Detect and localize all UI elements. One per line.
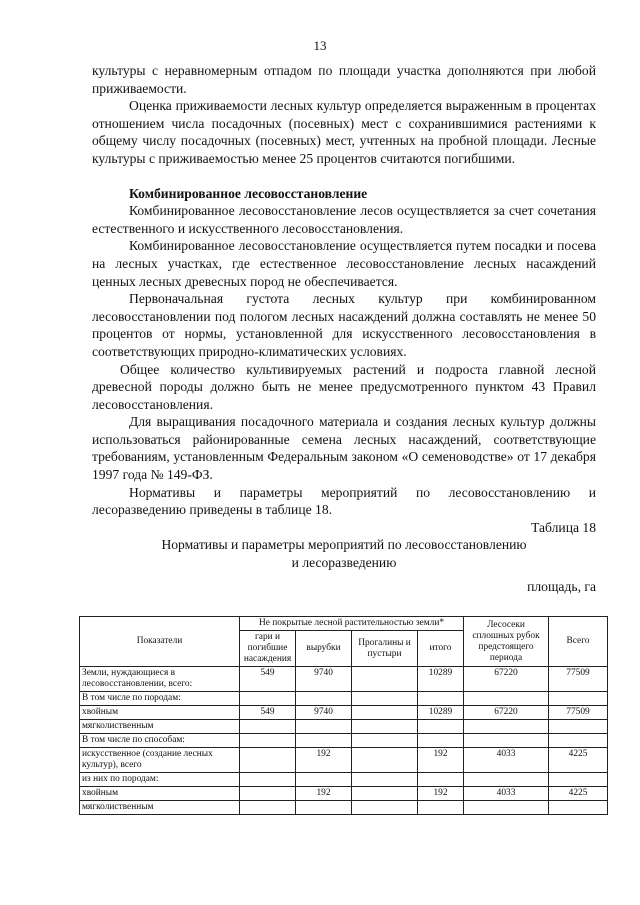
cell-cutting — [464, 692, 549, 706]
cell-cutting — [464, 734, 549, 748]
header-glades: Прогалины и пустыри — [352, 631, 418, 667]
cell-label: Земли, нуждающиеся в лесовосстановлении, всего: — [80, 667, 240, 692]
cell-total: 4225 — [549, 748, 608, 773]
cell-total_sub — [418, 801, 464, 815]
table-unit: площадь, га — [527, 578, 596, 594]
cell-total — [549, 801, 608, 815]
cell-label: хвойным — [80, 787, 240, 801]
paragraph-2: Оценка приживаемости лесных культур определяется выраженным в процентах отношением числа посадочных (посевных) мест с сохранившимися растениями к общему числу посадочных (посевных) мест, учтенных на пробной площади. Лесные культуры с приживаемостью менее 25 процентов считаются погибшими. — [92, 98, 596, 166]
cell-burnt — [240, 773, 296, 787]
cell-total_sub — [418, 773, 464, 787]
cell-cutting — [464, 720, 549, 734]
table-row — [80, 667, 608, 692]
cell-glades — [352, 734, 418, 748]
cell-glades — [352, 667, 418, 692]
spacer — [92, 168, 596, 185]
cell-glades — [352, 773, 418, 787]
table-row — [80, 734, 608, 748]
cell-clearings: 192 — [296, 787, 352, 801]
header-total-sub: итого — [418, 631, 464, 667]
table-row — [80, 748, 608, 773]
cell-burnt — [240, 787, 296, 801]
norms-table — [79, 616, 608, 815]
cell-total — [549, 773, 608, 787]
cell-burnt — [240, 734, 296, 748]
cell-cutting: 4033 — [464, 787, 549, 801]
paragraph-1: культуры с неравномерным отпадом по площади участка дополняются при любой приживаемости. — [92, 63, 596, 96]
table-title-line1: Нормативы и параметры мероприятий по лесовосстановлению — [161, 537, 527, 553]
cell-total — [549, 720, 608, 734]
cell-glades — [352, 801, 418, 815]
cell-clearings — [296, 692, 352, 706]
cell-total_sub — [418, 734, 464, 748]
paragraph-3: Комбинированное лесовосстановление лесов осуществляется за счет сочетания естественного и искусственного лесовосстановления. — [92, 203, 596, 236]
cell-clearings: 9740 — [296, 667, 352, 692]
cell-total: 4225 — [549, 787, 608, 801]
paragraph-8: Нормативы и параметры мероприятий по лесовосстановлению и лесоразведению приведены в таблице 18. — [92, 484, 596, 518]
cell-total: 77509 — [549, 706, 608, 720]
cell-glades — [352, 692, 418, 706]
table-row — [80, 720, 608, 734]
paragraph-6: Общее количество культивируемых растений и подроста главной лесной древесной породы должно быть не менее предусмотренного пунктом 43 Правил лесовосстановления. — [92, 361, 596, 412]
cell-clearings: 192 — [296, 748, 352, 773]
cell-label: хвойным — [80, 706, 240, 720]
paragraph-5: Первоначальная густота лесных культур при комбинированном лесовосстановлении под пологом лесных насаждений должна составлять не менее 50 процентов от нормы, установленной для искусственного лесовосстановления в соответствующих природно-климатических условиях. — [92, 291, 596, 359]
cell-glades — [352, 720, 418, 734]
cell-glades — [352, 787, 418, 801]
cell-label: искусственное (создание лесных культур), всего — [80, 748, 240, 773]
cell-total_sub — [418, 692, 464, 706]
cell-cutting: 67220 — [464, 706, 549, 720]
cell-glades — [352, 748, 418, 773]
cell-label: мягколиственным — [80, 801, 240, 815]
cell-clearings — [296, 801, 352, 815]
section-heading: Комбинированное лесовосстановление — [129, 185, 368, 201]
cell-clearings — [296, 720, 352, 734]
page-number: 13 — [313, 38, 327, 53]
cell-clearings: 9740 — [296, 706, 352, 720]
cell-total_sub: 10289 — [418, 706, 464, 720]
cell-label: В том числе по способам: — [80, 734, 240, 748]
table-row — [80, 787, 608, 801]
cell-burnt — [240, 720, 296, 734]
cell-total_sub: 10289 — [418, 667, 464, 692]
cell-label: мягколиственным — [80, 720, 240, 734]
cell-total_sub: 192 — [418, 787, 464, 801]
body-text — [92, 62, 596, 595]
cell-burnt: 549 — [240, 667, 296, 692]
cell-cutting — [464, 773, 549, 787]
cell-clearings — [296, 773, 352, 787]
table-body — [80, 667, 608, 815]
header-cutting-areas: Лесосеки сплошных рубок предстоящего периода — [464, 617, 549, 667]
table-row — [80, 706, 608, 720]
cell-total_sub: 192 — [418, 748, 464, 773]
header-total: Всего — [549, 617, 608, 667]
table-label: Таблица 18 — [531, 519, 596, 535]
header-indicators: Показатели — [80, 617, 240, 667]
cell-cutting: 67220 — [464, 667, 549, 692]
cell-burnt: 549 — [240, 706, 296, 720]
cell-total — [549, 734, 608, 748]
cell-total — [549, 692, 608, 706]
cell-burnt — [240, 801, 296, 815]
cell-cutting — [464, 801, 549, 815]
table-row — [80, 773, 608, 787]
header-burnt: гари и погибшие насаждения — [240, 631, 296, 667]
table-row — [80, 801, 608, 815]
header-clearings: вырубки — [296, 631, 352, 667]
paragraph-7: Для выращивания посадочного материала и создания лесных культур должны использоваться районированные семена лесных насаждений, соответствующие требованиям, установленным Федеральным законом «О семеноводстве» от 17 декабря 1997 года № 149-ФЗ. — [92, 414, 596, 483]
cell-cutting: 4033 — [464, 748, 549, 773]
cell-total_sub — [418, 720, 464, 734]
cell-total: 77509 — [549, 667, 608, 692]
cell-label: из них по породам: — [80, 773, 240, 787]
paragraph-4: Комбинированное лесовосстановление осуществляется путем посадки и посева на лесных участках, где естественное лесовосстановление лесных насаждений ценных лесных древесных пород не обеспечивается. — [92, 238, 596, 289]
header-not-covered: Не покрытые лесной растительностью земли* — [240, 617, 464, 631]
cell-burnt — [240, 748, 296, 773]
cell-clearings — [296, 734, 352, 748]
table-title-line2: и лесоразведению — [291, 555, 397, 571]
cell-glades — [352, 706, 418, 720]
cell-burnt — [240, 692, 296, 706]
table-row — [80, 692, 608, 706]
cell-label: В том числе по породам: — [80, 692, 240, 706]
